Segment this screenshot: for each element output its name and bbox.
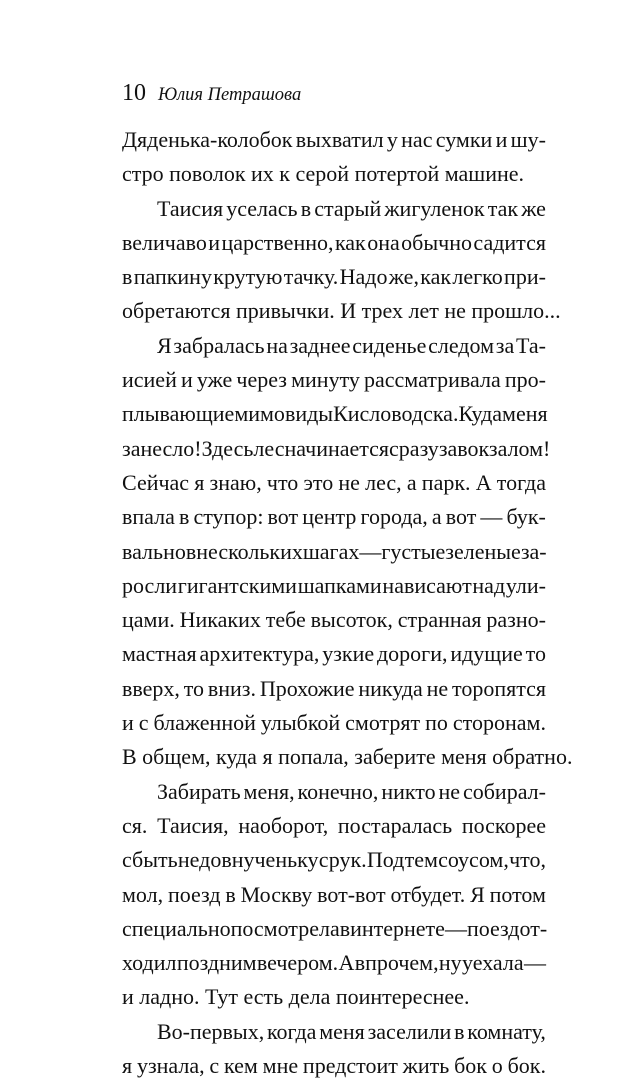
word: и: [180, 367, 193, 393]
word: уселась: [226, 195, 298, 221]
word: за-: [520, 538, 547, 564]
word: а: [406, 469, 417, 495]
text-line: В общем, куда я попала, заберите меня обратно.: [122, 744, 573, 770]
word: тогда: [496, 469, 546, 495]
word: через: [236, 367, 287, 393]
word: в: [339, 915, 351, 941]
word: минуту: [291, 367, 360, 393]
word: густые: [381, 538, 446, 564]
word: посмотрела: [230, 915, 340, 941]
word: вокзалом!: [457, 435, 551, 461]
word: в: [178, 504, 190, 530]
text-line: [122, 946, 546, 980]
word: потом: [489, 881, 546, 907]
word: с: [209, 1053, 220, 1079]
word: идущие: [450, 641, 523, 667]
word: что,: [509, 847, 546, 873]
word: виды: [284, 401, 334, 427]
word: постаралась: [337, 812, 453, 838]
word: по: [425, 710, 448, 736]
word: же,: [388, 264, 419, 290]
word: —: [444, 915, 467, 941]
text-line: [122, 1049, 546, 1083]
word: бок.: [507, 1053, 546, 1079]
word: не: [338, 469, 360, 495]
word: поздним: [176, 950, 257, 976]
word: про-: [504, 367, 546, 393]
word: Я: [157, 332, 172, 358]
word: специально: [122, 915, 231, 941]
page-header: [122, 80, 301, 110]
word: вот: [267, 504, 299, 530]
text-line: [122, 672, 546, 706]
word: парк.: [421, 469, 471, 495]
word: на: [266, 332, 288, 358]
word: занесло!: [122, 435, 202, 461]
word: тебе: [265, 607, 306, 633]
text-line: [122, 466, 546, 500]
word: мол,: [122, 881, 164, 907]
word: знаю,: [209, 469, 262, 495]
text-line: стро поволок их к серой потертой машине.: [122, 161, 525, 187]
word: и: [208, 229, 221, 255]
word: конечно,: [297, 778, 379, 804]
word: Куда: [458, 401, 503, 427]
word: старый: [314, 195, 382, 221]
word: недовнученьку: [177, 847, 319, 873]
word: —: [523, 950, 546, 976]
word: нас: [401, 127, 433, 152]
text-line: [122, 878, 546, 912]
word: и: [122, 710, 134, 736]
word: сразу: [389, 435, 439, 461]
word: крутую: [213, 264, 283, 290]
running-head-author: Юлия Петрашова: [158, 85, 302, 105]
word: царственно,: [221, 229, 334, 255]
word: за: [495, 332, 515, 358]
text-line: [122, 1015, 546, 1049]
word: отбудет.: [390, 881, 466, 907]
word: и: [495, 127, 508, 152]
word: сбыть: [122, 847, 178, 873]
word: же: [521, 195, 546, 221]
word: лес,: [365, 469, 402, 495]
word: при-: [504, 264, 546, 290]
word: Кисловодска.: [333, 401, 459, 427]
word: шу-: [510, 127, 546, 152]
word: Забирать: [157, 778, 241, 804]
word: вниз.: [207, 675, 256, 701]
word: как: [334, 229, 366, 255]
text-line: [122, 535, 546, 569]
word: а: [431, 504, 442, 530]
word: это: [303, 469, 334, 495]
word: над: [472, 572, 506, 598]
word: зеленые: [445, 538, 521, 564]
page-number: 10: [122, 80, 146, 106]
word: жить: [402, 1053, 450, 1079]
word: от-: [519, 915, 548, 941]
word: А: [475, 469, 492, 495]
word: блаженной: [153, 710, 256, 736]
word: что: [266, 469, 299, 495]
text-line: [122, 706, 546, 740]
text-line: [122, 329, 546, 363]
word: Надо: [339, 264, 388, 290]
word: интернете: [350, 915, 445, 941]
word: ступор:: [193, 504, 264, 530]
text-line: [122, 260, 546, 294]
word: исией: [122, 367, 177, 393]
word: впрочем,: [354, 950, 439, 976]
word: А: [338, 950, 355, 976]
word: с: [318, 847, 329, 873]
word: росли: [122, 572, 178, 598]
word: за: [438, 435, 458, 461]
word: торопятся: [452, 675, 546, 701]
word: в: [225, 881, 236, 907]
text-line: [122, 397, 546, 431]
word: Я: [470, 881, 485, 907]
word: Под: [366, 847, 405, 873]
word: вверх,: [122, 675, 180, 701]
word: поскорее: [461, 812, 546, 838]
word: нависают: [382, 572, 472, 598]
word: рассматривала: [364, 367, 501, 393]
word: в: [122, 264, 133, 290]
word: дороги,: [376, 641, 448, 667]
word: города,: [360, 504, 428, 530]
word: жигуленок: [384, 195, 485, 221]
word: тачку.: [283, 264, 339, 290]
text-line: [122, 637, 546, 671]
word: рук.: [328, 847, 367, 873]
word: соусом,: [438, 847, 509, 873]
word: гигантскими: [177, 572, 297, 598]
word: Прохожие: [259, 675, 355, 701]
word: Москву: [240, 881, 313, 907]
word: у: [386, 127, 398, 152]
word: комнату,: [467, 1018, 546, 1044]
word: сумки: [435, 127, 493, 152]
word: то: [183, 675, 205, 701]
text-line: [122, 123, 546, 157]
word: лес: [253, 435, 285, 461]
word: цами.: [122, 607, 175, 633]
word: величаво: [122, 229, 207, 255]
word: Никаких: [179, 607, 261, 633]
word: —: [480, 504, 503, 530]
word: садится: [473, 229, 546, 255]
word: архитектура,: [199, 641, 320, 667]
word: меня: [502, 401, 548, 427]
word: с: [138, 710, 149, 736]
text-line: и ладно. Тут есть дела поинтереснее.: [122, 984, 470, 1010]
word: предстоит: [302, 1053, 398, 1079]
word: заднее: [289, 332, 351, 358]
word: сиденье: [352, 332, 427, 358]
word: ся.: [122, 812, 148, 838]
word: не: [438, 778, 461, 804]
text-line: [122, 569, 546, 603]
word: ули-: [505, 572, 546, 598]
word: она: [367, 229, 400, 255]
word: поезд: [466, 915, 520, 941]
word: в: [454, 1018, 465, 1044]
word: Таисия: [157, 195, 224, 221]
text-line: [122, 226, 546, 260]
word: шагах: [302, 538, 360, 564]
word: как: [420, 264, 452, 290]
word: тем: [404, 847, 438, 873]
text-line: [122, 775, 546, 809]
word: бок: [454, 1053, 487, 1079]
word: обычно: [401, 229, 472, 255]
text-line: [122, 363, 546, 397]
word: я: [194, 469, 205, 495]
word: начинается: [284, 435, 390, 461]
word: мне: [262, 1053, 299, 1079]
word: так: [487, 195, 519, 221]
word: уехала: [462, 950, 524, 976]
text-line: [122, 603, 546, 637]
word: узкие: [322, 641, 375, 667]
word: Сейчас: [122, 469, 190, 495]
text-line: обретаются привычки. И трех лет не прошло...: [122, 298, 561, 324]
word: наоборот,: [238, 812, 329, 838]
word: мимо: [234, 401, 285, 427]
word: мастная: [122, 641, 197, 667]
text-line: [122, 500, 546, 534]
word: Во-первых,: [157, 1018, 265, 1044]
word: вально: [122, 538, 186, 564]
word: ходил: [122, 950, 177, 976]
word: о: [491, 1053, 503, 1079]
word: шапками: [297, 572, 382, 598]
word: высоток,: [310, 607, 393, 633]
word: странная: [397, 607, 482, 633]
word: никуда: [358, 675, 423, 701]
word: смотрят: [345, 710, 421, 736]
word: уже: [196, 367, 233, 393]
word: когда: [266, 1018, 317, 1044]
word: заселили: [367, 1018, 452, 1044]
word: Дяденька-колобок: [122, 127, 293, 152]
word: вечером.: [256, 950, 339, 976]
word: забралась: [173, 332, 265, 358]
text-line: [122, 192, 546, 226]
word: не: [426, 675, 449, 701]
word: Здесь: [201, 435, 254, 461]
word: впала: [122, 504, 175, 530]
text-line: [122, 912, 546, 946]
word: вот: [445, 504, 477, 530]
word: в: [300, 195, 312, 221]
word: выхватил: [295, 127, 384, 152]
word: легко: [452, 264, 503, 290]
word: бук-: [506, 504, 546, 530]
word: нескольких: [196, 538, 303, 564]
word: узнала,: [136, 1053, 205, 1079]
word: никто: [381, 778, 436, 804]
word: Та-: [515, 332, 546, 358]
text-line: [122, 809, 546, 843]
word: следом: [428, 332, 495, 358]
word: кем: [224, 1053, 258, 1079]
word: ну: [438, 950, 462, 976]
word: я: [122, 1053, 133, 1079]
word: сторонам.: [452, 710, 546, 736]
word: собирал-: [462, 778, 546, 804]
text-line: [122, 432, 551, 466]
word: в: [185, 538, 197, 564]
word: Таисия,: [157, 812, 229, 838]
word: разно-: [486, 607, 546, 633]
word: поезд: [167, 881, 221, 907]
body-text: [122, 123, 573, 1083]
word: папкину: [133, 264, 212, 290]
word: —: [359, 538, 382, 564]
word: центр: [302, 504, 357, 530]
word: улыбкой: [260, 710, 341, 736]
word: плывающие: [122, 401, 235, 427]
text-line: [122, 843, 546, 877]
word: то: [525, 641, 546, 667]
word: меня,: [243, 778, 295, 804]
word: вот-вот: [317, 881, 386, 907]
word: меня: [319, 1018, 365, 1044]
